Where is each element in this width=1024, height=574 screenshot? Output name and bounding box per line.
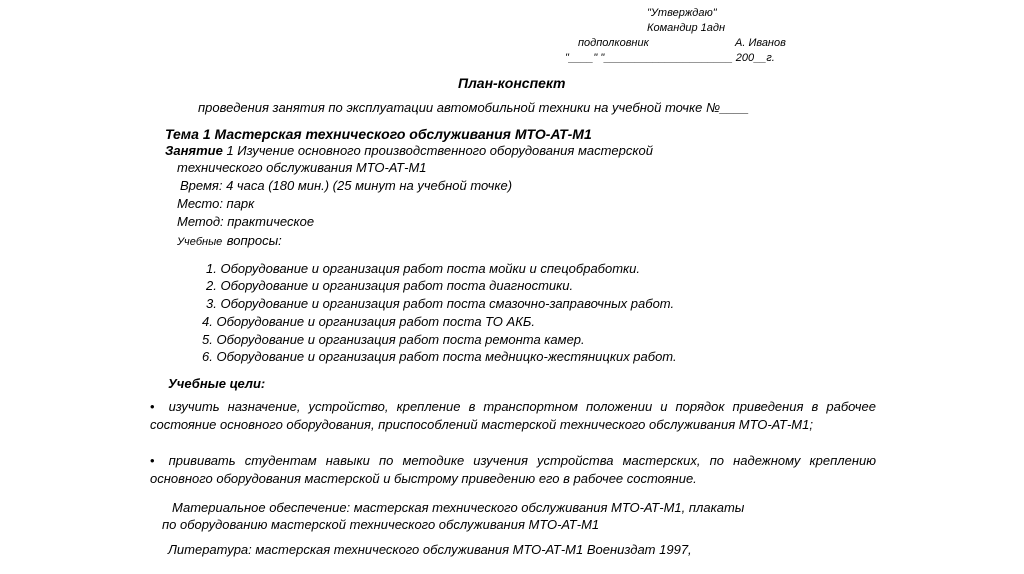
question-item-5: 5. Оборудование и организация работ поста ремонта камер. <box>202 332 585 347</box>
questions-label-small: Учебные <box>177 236 223 248</box>
questions-label-large: вопросы: <box>226 233 282 248</box>
goal-bullet-2: • <box>150 453 155 468</box>
lesson-text-1: 1 Изучение основного производственного оборудования мастерской <box>226 143 653 158</box>
topic-title: Тема 1 Мастерская технического обслуживания МТО-АТ-М1 <box>165 126 592 142</box>
approval-rank: подполковник <box>578 37 649 49</box>
lesson-method: Метод: практическое <box>177 214 315 229</box>
plan-title: План-конспект <box>458 75 566 91</box>
approval-title: "Утверждаю" <box>647 7 717 19</box>
lesson-line-1 <box>165 144 653 157</box>
materials-line-1: Материальное обеспечение: мастерская технического обслуживания МТО-АТ-М1, плакаты <box>172 500 745 515</box>
goal-text-2: прививать студентам навыки по методике изучения устройства мастерских, по надежному креплению основного оборудования мастерской и быстрому приведению его в рабочее состояние. <box>150 453 876 486</box>
lesson-time: Время: 4 часа (180 мин.) (25 минут на учебной точке) <box>180 178 513 193</box>
approval-name: А. Иванов <box>735 37 786 49</box>
approval-position: Командир 1адн <box>647 22 726 34</box>
lesson-label: Занятие <box>165 143 223 158</box>
literature-line: Литература: мастерская технического обслуживания МТО-АТ-М1 Воениздат 1997, <box>168 542 692 557</box>
lesson-line-2: технического обслуживания МТО-АТ-М1 <box>177 160 427 175</box>
question-item-1: 1. Оборудование и организация работ поста мойки и спецобработки. <box>206 261 641 276</box>
goal-item-2 <box>150 452 876 488</box>
goal-bullet-1: • <box>150 399 155 414</box>
goal-item-1 <box>150 398 876 434</box>
approval-date-line: "____" "_____________________ 200__г. <box>565 52 775 64</box>
goals-label: Учебные цели: <box>168 376 266 391</box>
lesson-place: Место: парк <box>177 196 255 211</box>
question-item-3: 3. Оборудование и организация работ поста смазочно-заправочных работ. <box>206 296 675 311</box>
question-item-6: 6. Оборудование и организация работ поста медницко-жестяницких работ. <box>202 349 677 364</box>
question-item-4: 4. Оборудование и организация работ поста ТО АКБ. <box>202 314 535 329</box>
plan-subtitle: проведения занятия по эксплуатации автомобильной техники на учебной точке №____ <box>198 100 750 115</box>
question-item-2: 2. Оборудование и организация работ поста диагностики. <box>206 278 574 293</box>
materials-line-2: по оборудованию мастерской технического обслуживания МТО-АТ-М1 <box>162 517 600 532</box>
goal-text-1: изучить назначение, устройство, крепление в транспортном положении и порядок приведения в рабочее состояние основного оборудования, приспособлений мастерской технического обслуживания МТО-АТ-М1; <box>150 399 876 432</box>
questions-label <box>177 233 282 249</box>
